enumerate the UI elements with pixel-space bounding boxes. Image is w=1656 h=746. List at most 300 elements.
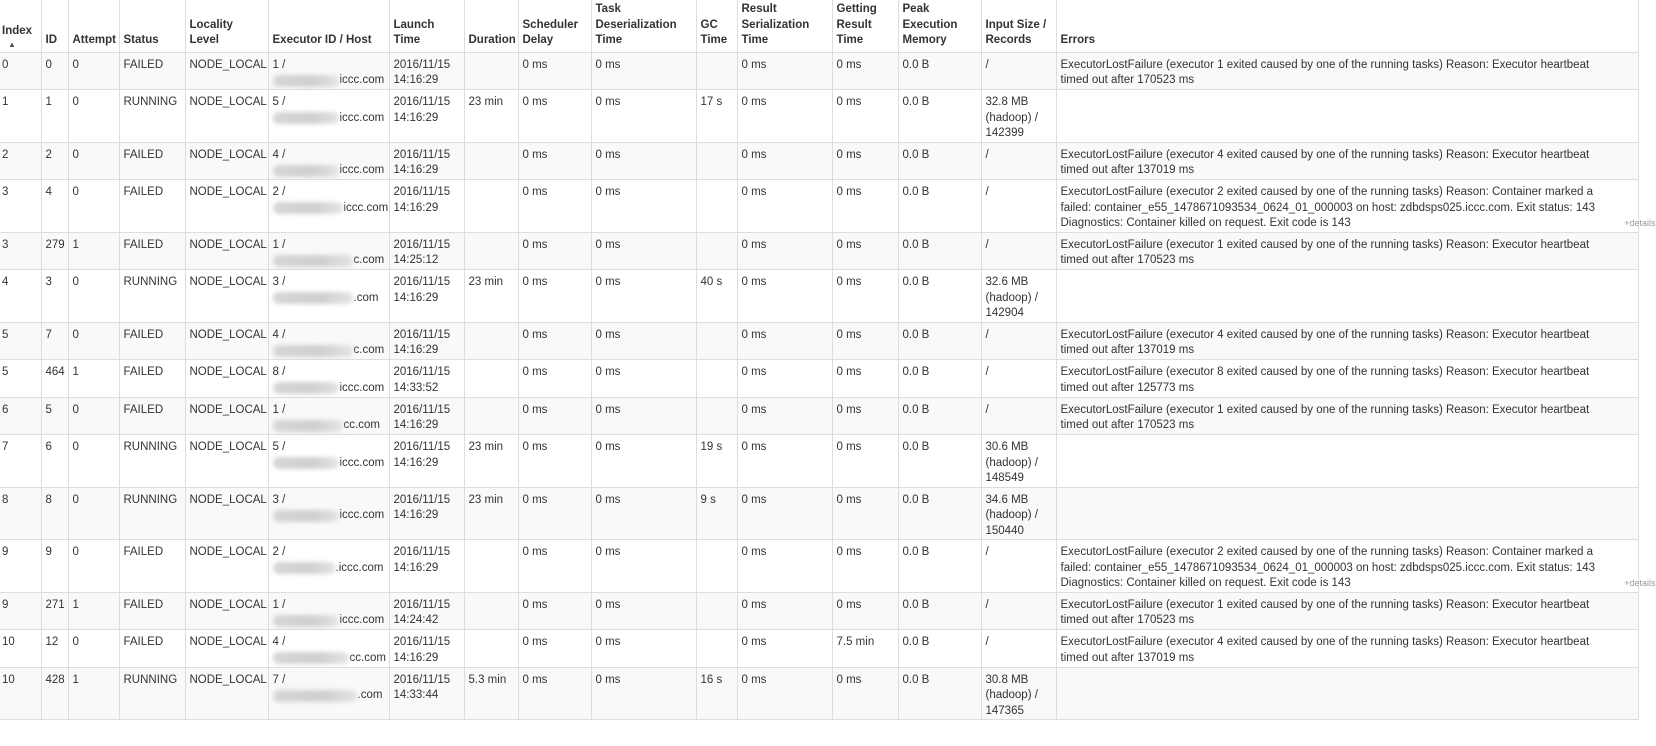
column-header-input[interactable] <box>981 0 1056 52</box>
cell-duration <box>464 540 518 593</box>
cell-gc <box>696 180 737 233</box>
cell-index-value: 10 <box>2 636 15 648</box>
executor-id: 2 / <box>272 546 286 558</box>
cell-index-value: 9 <box>2 598 9 611</box>
cell-id <box>41 487 68 540</box>
cell-executor-host <box>268 180 389 233</box>
cell-gc-value: 19 s <box>700 441 723 453</box>
redacted-host-mask <box>273 562 335 574</box>
input-size-line: 148549 <box>985 472 1024 484</box>
error-line: ExecutorLostFailure (executor 1 exited caused by one of the running tasks) Reason: Executor heartbeat <box>1060 403 1590 416</box>
cell-result-ser <box>737 435 832 488</box>
input-size-line: / <box>985 598 989 611</box>
cell-deser <box>591 232 696 270</box>
cell-getting-result <box>832 232 898 270</box>
cell-status-value: RUNNING <box>123 493 178 506</box>
cell-result-ser-value: 0 ms <box>741 238 767 251</box>
cell-gc <box>696 270 737 323</box>
task-row <box>0 180 1638 233</box>
cell-status <box>119 487 185 540</box>
error-line: failed: container_e55_1478671093534_0624_01_000003 on host: zdbdsps025.iccc.com. Exit status: 143 <box>1060 201 1596 214</box>
cell-deser <box>591 322 696 360</box>
cell-id-value: 2 <box>45 148 52 161</box>
input-size-line: (hadoop) / <box>985 111 1038 124</box>
cell-attempt-value: 0 <box>72 493 79 506</box>
error-line: timed out after 170523 ms <box>1060 614 1195 626</box>
cell-index <box>0 487 41 540</box>
cell-getting-result-value: 0 ms <box>836 441 862 453</box>
cell-peak-mem <box>898 360 981 398</box>
column-header-executor[interactable] <box>268 0 389 52</box>
launch-time-line: 14:33:52 <box>393 381 439 394</box>
cell-getting-result <box>832 360 898 398</box>
cell-deser-value: 0 ms <box>595 598 621 611</box>
cell-result-ser-value: 0 ms <box>741 546 767 558</box>
error-message <box>1060 545 1656 592</box>
cell-scheduler-delay <box>518 667 591 720</box>
host-suffix: .com <box>357 689 383 701</box>
cell-executor-host <box>268 592 389 630</box>
executor-id: 4 / <box>272 328 286 341</box>
cell-peak-mem <box>898 322 981 360</box>
cell-peak-mem-value: 0.0 B <box>902 493 930 506</box>
column-header-attempt[interactable] <box>68 0 119 52</box>
cell-launch-time <box>389 322 464 360</box>
cell-input-size-records <box>981 322 1056 360</box>
cell-deser <box>591 540 696 593</box>
column-header-result_ser[interactable] <box>737 0 832 52</box>
cell-scheduler-delay-value: 0 ms <box>522 366 548 378</box>
host-name <box>273 561 385 577</box>
cell-status-value: FAILED <box>123 403 164 416</box>
cell-attempt-value: 1 <box>72 673 79 686</box>
cell-input-size-records <box>981 435 1056 488</box>
column-header-label: Locality Level <box>189 18 233 46</box>
column-header-label: Attempt <box>72 34 116 46</box>
input-size-line: / <box>985 238 989 251</box>
cell-index-value: 9 <box>2 546 9 558</box>
cell-index <box>0 322 41 360</box>
cell-gc-value: 9 s <box>700 493 716 506</box>
cell-status <box>119 630 185 668</box>
input-size-line: / <box>985 546 989 558</box>
cell-input-size-records <box>981 540 1056 593</box>
cell-executor-host <box>268 540 389 593</box>
cell-deser-value: 0 ms <box>595 148 621 161</box>
header-row <box>0 0 1638 52</box>
column-header-label: Getting Result Time <box>836 3 877 46</box>
cell-index-value: 3 <box>2 238 9 251</box>
cell-gc-value: 16 s <box>700 673 723 686</box>
launch-time-line: 14:33:44 <box>393 689 439 701</box>
host-suffix: iccc.com <box>339 111 385 124</box>
error-line: timed out after 137019 ms <box>1060 164 1195 176</box>
cell-executor-host <box>268 435 389 488</box>
cell-deser-value: 0 ms <box>595 58 621 71</box>
column-header-label: Task Deserialization Time <box>595 3 677 46</box>
cell-locality-value: NODE_LOCAL <box>189 96 267 108</box>
launch-time-line: 14:16:29 <box>393 164 439 176</box>
host-name <box>273 201 389 217</box>
cell-id <box>41 142 68 180</box>
cell-getting-result-value: 0 ms <box>836 186 862 198</box>
cell-scheduler-delay <box>518 540 591 593</box>
cell-duration-value: 23 min <box>468 493 504 506</box>
cell-input-size-records <box>981 360 1056 398</box>
cell-index-value: 4 <box>2 276 9 288</box>
host-suffix: c.com <box>353 254 385 266</box>
table-body <box>0 52 1656 720</box>
cell-launch-time <box>389 180 464 233</box>
host-suffix: c.com <box>353 344 385 356</box>
column-header-locality[interactable] <box>185 0 268 52</box>
cell-duration-value: 5.3 min <box>468 673 507 686</box>
cell-scheduler-delay-value: 0 ms <box>522 403 548 416</box>
cell-peak-mem-value: 0.0 B <box>902 148 930 161</box>
cell-attempt-value: 0 <box>72 96 79 108</box>
cell-id <box>41 232 68 270</box>
error-line: ExecutorLostFailure (executor 4 exited caused by one of the running tasks) Reason: Executor heartbeat <box>1060 328 1590 341</box>
cell-result-ser <box>737 487 832 540</box>
cell-input-size-records <box>981 667 1056 720</box>
cell-id-value: 5 <box>45 403 52 416</box>
cell-id-value: 464 <box>45 366 65 378</box>
cell-locality-value: NODE_LOCAL <box>189 403 267 416</box>
host-suffix: iccc.com <box>339 74 385 86</box>
cell-attempt <box>68 667 119 720</box>
error-line: ExecutorLostFailure (executor 2 exited caused by one of the running tasks) Reason: Container marked a <box>1060 546 1593 558</box>
cell-deser-value: 0 ms <box>595 493 621 506</box>
cell-attempt <box>68 630 119 668</box>
column-header-duration[interactable] <box>464 0 518 52</box>
cell-executor-host <box>268 487 389 540</box>
cell-input-size-records <box>981 52 1056 90</box>
host-name <box>273 381 385 397</box>
input-size-line: (hadoop) / <box>985 291 1038 304</box>
column-header-launch[interactable] <box>389 0 464 52</box>
cell-getting-result-value: 0 ms <box>836 276 862 288</box>
cell-scheduler-delay <box>518 397 591 435</box>
cell-gc <box>696 232 737 270</box>
cell-peak-mem-value: 0.0 B <box>902 403 930 416</box>
cell-index-value: 5 <box>2 366 9 378</box>
error-line: ExecutorLostFailure (executor 4 exited caused by one of the running tasks) Reason: Executor heartbeat <box>1060 148 1590 161</box>
cell-launch-time <box>389 360 464 398</box>
cell-result-ser-value: 0 ms <box>741 186 767 198</box>
column-header-scheduler_delay[interactable] <box>518 0 591 52</box>
launch-time-line: 14:16:29 <box>393 651 439 664</box>
cell-peak-mem-value: 0.0 B <box>902 598 930 611</box>
cell-id <box>41 592 68 630</box>
host-suffix: iccc.com <box>339 164 385 176</box>
cell-result-ser <box>737 630 832 668</box>
cell-getting-result-value: 0 ms <box>836 493 862 506</box>
host-suffix: cc.com <box>343 419 380 431</box>
cell-deser-value: 0 ms <box>595 366 621 378</box>
cell-index <box>0 667 41 720</box>
cell-peak-mem-value: 0.0 B <box>902 328 930 341</box>
column-header-label: Peak Execution Memory <box>902 3 958 46</box>
cell-scheduler-delay <box>518 270 591 323</box>
cell-status-value: FAILED <box>123 148 164 161</box>
executor-id: 1 / <box>272 403 286 416</box>
cell-attempt-value: 0 <box>72 636 79 648</box>
cell-peak-mem <box>898 487 981 540</box>
cell-duration <box>464 322 518 360</box>
cell-gc <box>696 540 737 593</box>
cell-status-value: RUNNING <box>123 276 178 288</box>
cell-index-value: 7 <box>2 441 9 453</box>
cell-result-ser <box>737 52 832 90</box>
task-row <box>0 270 1638 323</box>
cell-duration <box>464 232 518 270</box>
column-header-label: Status <box>123 34 159 46</box>
cell-duration <box>464 592 518 630</box>
cell-launch-time <box>389 487 464 540</box>
cell-result-ser-value: 0 ms <box>741 441 767 453</box>
cell-result-ser-value: 0 ms <box>741 598 767 611</box>
launch-time-line: 2016/11/15 <box>393 546 451 558</box>
cell-locality <box>185 487 268 540</box>
redacted-host-mask <box>273 112 339 124</box>
cell-attempt <box>68 270 119 323</box>
cell-scheduler-delay <box>518 487 591 540</box>
cell-locality <box>185 270 268 323</box>
cell-getting-result <box>832 592 898 630</box>
cell-result-ser <box>737 142 832 180</box>
launch-time-line: 2016/11/15 <box>393 598 451 611</box>
cell-scheduler-delay-value: 0 ms <box>522 673 548 686</box>
cell-getting-result <box>832 667 898 720</box>
cell-deser <box>591 667 696 720</box>
cell-deser <box>591 360 696 398</box>
cell-id-value: 7 <box>45 328 52 341</box>
column-header-deser[interactable] <box>591 0 696 52</box>
column-header-label: Input Size / Records <box>985 18 1047 46</box>
cell-id-value: 4 <box>45 186 52 198</box>
cell-id-value: 428 <box>45 673 65 686</box>
error-line: timed out after 170523 ms <box>1060 254 1195 266</box>
cell-id-value: 279 <box>45 238 65 251</box>
sort-ascending-icon[interactable]: ▲ <box>8 39 16 49</box>
column-header-label: ID <box>45 34 57 46</box>
cell-peak-mem <box>898 142 981 180</box>
column-header-label: Duration <box>468 34 516 46</box>
cell-scheduler-delay-value: 0 ms <box>522 598 548 611</box>
error-line: ExecutorLostFailure (executor 2 exited caused by one of the running tasks) Reason: Container marked a <box>1060 186 1593 198</box>
cell-duration <box>464 90 518 143</box>
task-row <box>0 487 1638 540</box>
cell-peak-mem-value: 0.0 B <box>902 441 930 453</box>
error-message <box>1061 598 1634 629</box>
cell-errors <box>1056 180 1656 233</box>
cell-input-size-records <box>981 630 1056 668</box>
cell-id <box>41 52 68 90</box>
redacted-host-mask <box>273 202 343 214</box>
input-size-line: (hadoop) / <box>985 689 1038 701</box>
redacted-host-mask <box>273 292 353 304</box>
cell-peak-mem <box>898 630 981 668</box>
cell-gc <box>696 487 737 540</box>
cell-getting-result <box>832 487 898 540</box>
redacted-host-mask <box>273 345 353 357</box>
cell-status-value: FAILED <box>123 366 164 378</box>
cell-duration <box>464 360 518 398</box>
cell-id <box>41 630 68 668</box>
cell-gc <box>696 397 737 435</box>
cell-errors <box>1056 90 1638 143</box>
cell-result-ser-value: 0 ms <box>741 96 767 108</box>
cell-gc-value: 17 s <box>700 96 723 108</box>
cell-peak-mem <box>898 270 981 323</box>
cell-index-value: 2 <box>2 148 9 161</box>
cell-index <box>0 435 41 488</box>
column-header-label: Errors <box>1060 34 1096 46</box>
cell-status-value: FAILED <box>123 636 164 648</box>
cell-gc <box>696 52 737 90</box>
table-header <box>0 0 1638 52</box>
cell-attempt <box>68 90 119 143</box>
cell-scheduler-delay-value: 0 ms <box>522 493 548 506</box>
cell-deser <box>591 487 696 540</box>
cell-index-value: 1 <box>2 96 9 108</box>
executor-id: 5 / <box>272 96 286 108</box>
column-header-label: GC Time <box>700 18 728 46</box>
cell-result-ser-value: 0 ms <box>741 328 767 341</box>
column-header-label: Launch Time <box>393 18 435 46</box>
cell-gc <box>696 592 737 630</box>
cell-getting-result <box>832 52 898 90</box>
cell-scheduler-delay-value: 0 ms <box>522 441 548 453</box>
cell-locality <box>185 322 268 360</box>
cell-locality-value: NODE_LOCAL <box>189 636 267 648</box>
cell-deser <box>591 180 696 233</box>
error-line: timed out after 170523 ms <box>1060 419 1195 431</box>
cell-id <box>41 435 68 488</box>
error-line: ExecutorLostFailure (executor 8 exited caused by one of the running tasks) Reason: Executor heartbeat <box>1060 366 1590 378</box>
cell-locality <box>185 540 268 593</box>
cell-status <box>119 90 185 143</box>
error-line: Diagnostics: Container killed on request. Exit code is 143 <box>1060 577 1351 589</box>
column-header-status[interactable] <box>119 0 185 52</box>
cell-input-size-records <box>981 270 1056 323</box>
launch-time-line: 14:16:29 <box>393 201 439 214</box>
cell-scheduler-delay <box>518 90 591 143</box>
cell-status <box>119 232 185 270</box>
executor-id: 8 / <box>272 366 286 378</box>
task-row <box>0 360 1638 398</box>
column-header-peak_mem[interactable] <box>898 0 981 52</box>
cell-locality-value: NODE_LOCAL <box>189 238 267 251</box>
cell-deser-value: 0 ms <box>595 186 621 198</box>
cell-attempt <box>68 360 119 398</box>
cell-launch-time <box>389 142 464 180</box>
input-size-line: / <box>985 148 989 161</box>
cell-attempt <box>68 180 119 233</box>
cell-peak-mem <box>898 397 981 435</box>
cell-deser <box>591 630 696 668</box>
task-row <box>0 540 1638 593</box>
cell-result-ser <box>737 180 832 233</box>
cell-result-ser-value: 0 ms <box>741 493 767 506</box>
cell-duration <box>464 52 518 90</box>
cell-index <box>0 52 41 90</box>
cell-result-ser-value: 0 ms <box>741 636 767 648</box>
launch-time-line: 2016/11/15 <box>393 238 451 251</box>
launch-time-line: 2016/11/15 <box>393 673 451 686</box>
cell-errors <box>1056 360 1638 398</box>
column-header-gc[interactable] <box>696 0 737 52</box>
error-details-link[interactable]: +details <box>1624 218 1656 228</box>
column-header-errors[interactable] <box>1056 0 1638 52</box>
host-name <box>273 508 385 524</box>
cell-index-value: 8 <box>2 493 9 506</box>
cell-result-ser <box>737 667 832 720</box>
error-details-link[interactable]: +details <box>1624 578 1656 588</box>
cell-locality <box>185 397 268 435</box>
launch-time-line: 2016/11/15 <box>393 636 451 648</box>
launch-time-line: 14:25:12 <box>393 254 439 266</box>
input-size-line: / <box>985 58 989 71</box>
launch-time-line: 14:16:29 <box>393 74 439 86</box>
cell-gc <box>696 667 737 720</box>
cell-id-value: 9 <box>45 546 52 558</box>
cell-launch-time <box>389 592 464 630</box>
error-line: Diagnostics: Container killed on request. Exit code is 143 <box>1060 217 1351 229</box>
redacted-host-mask <box>273 457 339 469</box>
input-size-line: / <box>985 403 989 416</box>
cell-attempt <box>68 397 119 435</box>
cell-getting-result-value: 0 ms <box>836 58 862 71</box>
cell-status-value: FAILED <box>123 58 164 71</box>
executor-id: 3 / <box>272 276 286 288</box>
input-size-line: 142904 <box>985 307 1024 319</box>
host-suffix: cc.com <box>349 651 386 664</box>
cell-scheduler-delay-value: 0 ms <box>522 636 548 648</box>
executor-id: 4 / <box>272 148 286 161</box>
input-size-line: (hadoop) / <box>985 456 1038 469</box>
column-header-id[interactable] <box>41 0 68 52</box>
host-name <box>273 688 385 704</box>
cell-errors <box>1056 435 1638 488</box>
cell-scheduler-delay <box>518 592 591 630</box>
cell-duration <box>464 667 518 720</box>
cell-locality <box>185 667 268 720</box>
host-suffix: iccc.com <box>343 201 389 214</box>
error-line: ExecutorLostFailure (executor 1 exited caused by one of the running tasks) Reason: Executor heartbeat <box>1060 238 1590 251</box>
cell-peak-mem-value: 0.0 B <box>902 546 930 558</box>
input-size-line: 150440 <box>985 524 1024 537</box>
cell-getting-result-value: 0 ms <box>836 328 862 341</box>
cell-attempt-value: 0 <box>72 148 79 161</box>
cell-duration <box>464 487 518 540</box>
cell-getting-result-value: 0 ms <box>836 366 862 378</box>
error-message <box>1061 238 1634 269</box>
column-header-label: Result Serialization Time <box>741 3 810 46</box>
cell-result-ser <box>737 592 832 630</box>
column-header-index[interactable] <box>0 0 41 52</box>
cell-attempt <box>68 232 119 270</box>
cell-gc <box>696 322 737 360</box>
launch-time-line: 2016/11/15 <box>393 328 451 341</box>
cell-scheduler-delay-value: 0 ms <box>522 328 548 341</box>
cell-deser <box>591 270 696 323</box>
cell-input-size-records <box>981 232 1056 270</box>
column-header-getting_result[interactable] <box>832 0 898 52</box>
cell-executor-host <box>268 322 389 360</box>
host-suffix: .com <box>353 291 379 304</box>
cell-duration-value: 23 min <box>468 441 504 453</box>
